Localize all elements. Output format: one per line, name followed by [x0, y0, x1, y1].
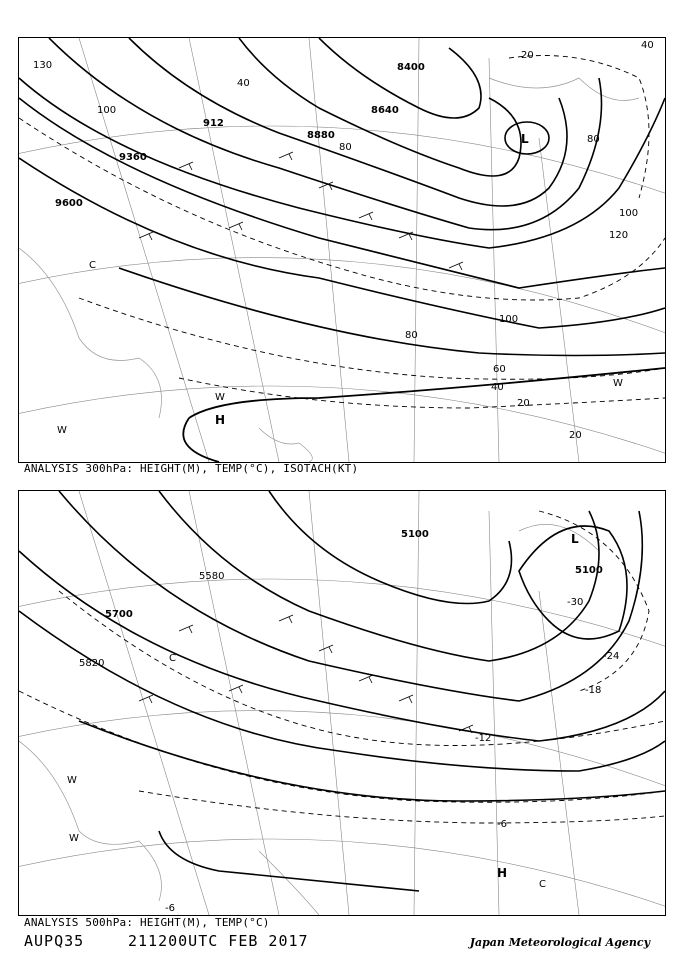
isotach-label: 100 — [619, 208, 639, 219]
isotherms — [19, 511, 665, 823]
height-label: 5100 — [575, 565, 603, 576]
pressure-centers — [497, 532, 579, 880]
low-pressure-marker: L — [521, 132, 529, 146]
height-labels — [79, 529, 603, 669]
height-contours — [19, 491, 665, 891]
temperature-label: -24 — [603, 651, 620, 662]
isotach-label: 100 — [499, 314, 519, 325]
isotach-boundary-west — [183, 418, 219, 462]
warm-symbol: W — [215, 392, 225, 403]
isotach-label: 130 — [33, 60, 53, 71]
analysis-500hpa-map — [18, 490, 666, 916]
isotach-label: 20 — [521, 50, 534, 61]
isotach-label: 60 — [493, 364, 506, 375]
height-label: 5580 — [199, 571, 225, 582]
cold-symbol: C — [89, 260, 96, 271]
misc-symbols — [57, 260, 623, 436]
height-contours — [19, 38, 665, 356]
temperature-label: -12 — [475, 733, 492, 744]
height-label: 9360 — [119, 152, 147, 163]
temperature-label: -6 — [165, 903, 175, 914]
temperature-label: -6 — [497, 819, 507, 830]
coastline — [19, 524, 602, 915]
height-label: 5820 — [79, 658, 105, 669]
high-pressure-marker: H — [215, 413, 226, 427]
isotach-label: 40 — [237, 78, 250, 89]
graticule — [19, 38, 665, 462]
isotach-label: 20 — [517, 398, 530, 409]
isotach-label: 80 — [405, 330, 418, 341]
valid-time: 211200UTC FEB 2017 — [128, 932, 309, 950]
warm-symbol: W — [69, 833, 79, 844]
height-label: 5700 — [105, 609, 133, 620]
misc-symbols — [67, 653, 546, 890]
low-pressure-marker: L — [571, 532, 579, 546]
isotach-label: 40 — [491, 382, 504, 393]
height-label: 8400 — [397, 62, 425, 73]
height-label: 9600 — [55, 198, 83, 209]
isotach-label: 120 — [609, 230, 629, 241]
analysis-300hpa-map — [18, 37, 666, 463]
agency-name: Japan Meteorological Agency — [469, 936, 650, 949]
warm-symbol: W — [67, 775, 77, 786]
upper-chart-caption: ANALYSIS 300hPa: HEIGHT(M), TEMP(°C), ISOTACH(KT) — [24, 462, 359, 475]
isotach-label: 80 — [587, 134, 600, 145]
warm-symbol: W — [613, 378, 623, 389]
temperature-labels — [165, 597, 619, 914]
warm-symbol: W — [57, 425, 67, 436]
isotach-label: 20 — [569, 430, 582, 441]
wind-barbs — [139, 615, 473, 733]
isotach-label: 40 — [641, 40, 654, 51]
lower-chart-caption: ANALYSIS 500hPa: HEIGHT(M), TEMP(°C) — [24, 916, 270, 929]
isotach-label: 80 — [339, 142, 352, 153]
cold-symbol: C — [169, 653, 176, 664]
chart-code: AUPQ35 — [24, 932, 85, 950]
isotach-label: 100 — [97, 105, 117, 116]
graticule — [19, 491, 665, 915]
height-label: 912 — [203, 118, 224, 129]
height-label: 5100 — [401, 529, 429, 540]
temperature-label: -18 — [585, 685, 602, 696]
cold-symbol: C — [539, 879, 546, 890]
high-pressure-marker: H — [497, 866, 508, 880]
height-label: 8880 — [307, 130, 335, 141]
height-label: 8640 — [371, 105, 399, 116]
temperature-label: -30 — [567, 597, 584, 608]
